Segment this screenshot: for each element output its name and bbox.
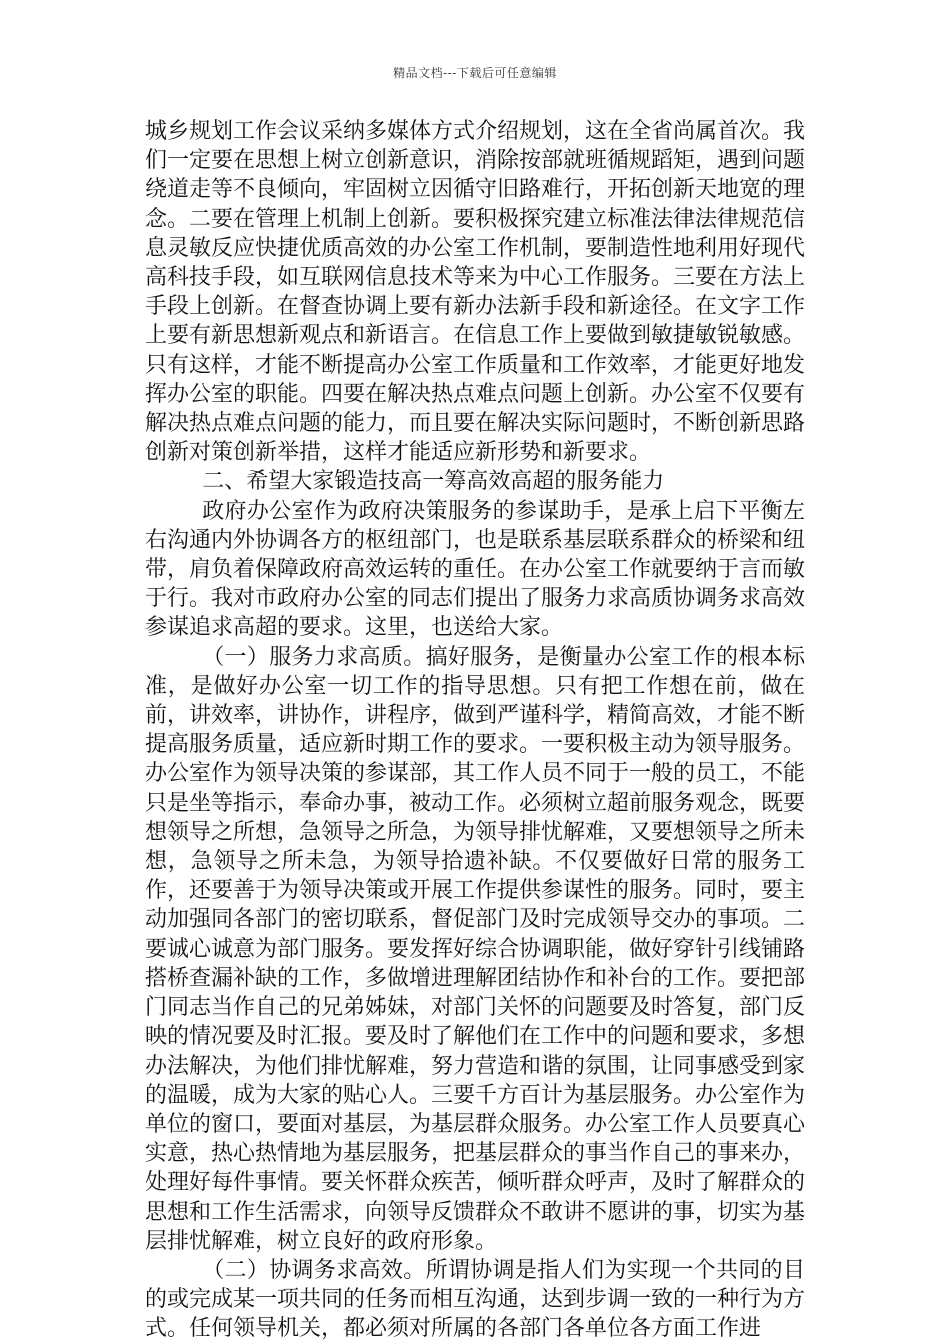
paragraph-coordination: （二）协调务求高效。所谓协调是指人们为实现一个共同的目的或完成某一项共同的任务而相互沟通，达到步调一致的一种行为方式。任何领导机关，都必须对所属的各部门各单位各方面工作进 <box>145 1257 806 1342</box>
page-header: 精品文档---下载后可任意编辑 <box>393 66 557 80</box>
section-heading-service-ability: 二、希望大家锻造技高一筹高效高超的服务能力 <box>202 469 665 495</box>
paragraph-service-quality: （一）服务力求高质。搞好服务，是衡量办公室工作的根本标准，是做好办公室一切工作的指导思想。只有把工作想在前，做在前，讲效率，讲协作，讲程序，做到严谨科学，精简高效，才能不断提高服务质量，适应新时期工作的要求。一要积极主动为领导服务。办公室作为领导决策的参谋部，其工作人员不同于一般的员工，不能只是坐等指示，奉命办事，被动工作。必须树立超前服务观念，既要想领导之所想，急领导之所急，为领导排忧解难，又要想领导之所未想，急领导之所未急，为领导拾遗补缺。不仅要做好日常的服务工作，还要善于为领导决策或开展工作提供参谋性的服务。同时，要主动加强同各部门的密切联系，督促部门及时完成领导交办的事项。二要诚心诚意为部门服务。要发挥好综合协调职能，做好穿针引线铺路搭桥查漏补缺的工作，多做增进理解团结协作和补台的工作。要把部门同志当作自己的兄弟姊妹，对部门关怀的问题要及时答复，部门反映的情况要及时汇报。要及时了解他们在工作中的问题和要求，多想办法解决，为他们排忧解难，努力营造和谐的氛围，让同事感受到家的温暖，成为大家的贴心人。三要千方百计为基层服务。办公室作为单位的窗口，要面对基层，为基层群众服务。办公室工作人员要真心实意，热心热情地为基层服务，把基层群众的事当作自己的事来办，处理好每件事情。要关怀群众疾苦，倾听群众呼声，及时了解群众的思想和工作生活需求，向领导反馈群众不敢讲不愿讲的事，切实为基层排忧解难，树立良好的政府形象。 <box>145 644 806 1254</box>
document-body <box>145 117 805 1344</box>
paragraph-innovation: 城乡规划工作会议采纳多媒体方式介绍规划，这在全省尚属首次。我们一定要在思想上树立创新意识，消除按部就班循规蹈矩，遇到问题绕道走等不良倾向，牢固树立因循守旧路难行，开拓创新天地宽的理念。二要在管理上机制上创新。要积极探究建立标准法律法律规范信息灵敏反应快捷优质高效的办公室工作机制，要制造性地利用好现代高科技手段，如互联网信息技术等来为中心工作服务。三要在方法上手段上创新。在督查协调上要有新办法新手段和新途径。在文字工作上要有新思想新观点和新语言。在信息工作上要做到敏捷敏锐敏感。只有这样，才能不断提高办公室工作质量和工作效率，才能更好地发挥办公室的职能。四要在解决热点难点问题上创新。办公室不仅要有解决热点难点问题的能力，而且要在解决实际问题时，不断创新思路创新对策创新举措，这样才能适应新形势和新要求。 <box>145 119 806 466</box>
paragraph-office-role: 政府办公室作为政府决策服务的参谋助手，是承上启下平衡左右沟通内外协调各方的枢纽部门，也是联系基层联系群众的桥梁和纽带，肩负着保障政府高效运转的重任。在办公室工作就要纳于言而敏于行。我对市政府办公室的同志们提出了服务力求高质协调务求高效参谋追求高超的要求。这里，也送给大家。 <box>145 498 806 641</box>
